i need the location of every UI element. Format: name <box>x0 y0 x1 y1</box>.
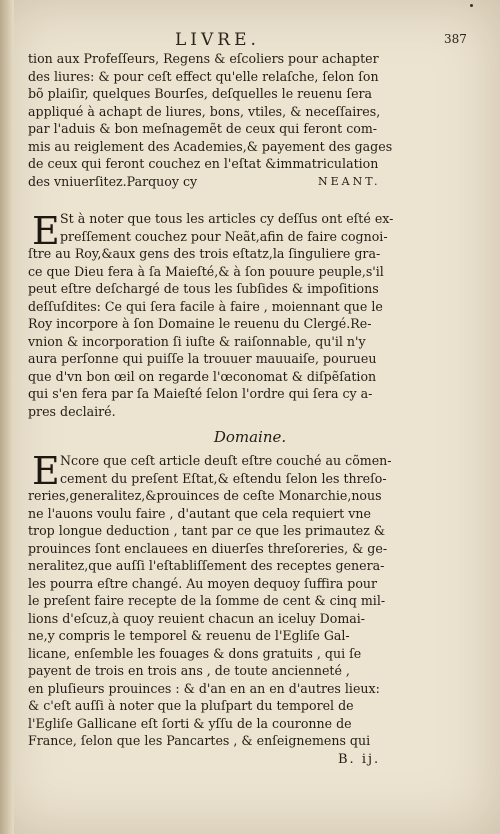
text-line: qui s'en fera par ſa Maieſté ſelon l'ordre qui ſera cy a- <box>28 386 373 401</box>
text-line: des vniuerſitez.Parquoy cy <box>28 173 198 189</box>
paper-speck <box>470 4 473 7</box>
drop-initial: E <box>32 449 60 493</box>
text-line: reries,generalitez,&prouinces de ceſte Monarchie,nous <box>28 488 382 503</box>
text-line: lions d'eſcuz,à quoy reuient chacun an iceluy Domai- <box>28 610 366 626</box>
text-line: pres declairé. <box>28 403 116 419</box>
paragraph-2-body <box>28 245 474 420</box>
paragraph-3-body <box>28 487 474 750</box>
text-line: Ncore que ceſt article deuſt eſtre couché au cõmen- <box>60 453 392 468</box>
text-line: bõ plaiſir, quelques Bourſes, deſquelles le reuenu ſera <box>28 86 373 101</box>
running-head-title: LIVRE. <box>175 30 260 50</box>
page-gutter-shadow <box>0 0 14 834</box>
text-line: ce que Dieu fera à ſa Maieſté,& à ſon pouure peuple,s'il <box>28 263 384 279</box>
text-line: preſſement couchez pour Neãt,afin de faire cognoi- <box>60 228 388 244</box>
text-line: Roy incorpore à ſon Domaine le reuenu du Clergé.Re- <box>28 316 372 331</box>
drop-initial: E <box>32 209 60 253</box>
text-line: neralitez,que auſſi l'eſtabliſſement des receptes genera- <box>28 558 385 573</box>
text-line-last <box>28 173 474 191</box>
text-line: prouinces ſont enclauees en diuerſes threſoreries, & ge- <box>28 540 388 556</box>
running-head <box>0 30 500 52</box>
paragraph-1 <box>28 50 474 190</box>
text-line: cement du preſent Eſtat,& eſtendu ſelon les threſo- <box>60 470 387 486</box>
neant-marker: NEANT. <box>318 174 381 188</box>
text-line: en pluſieurs prouinces : & d'an en an en d'autres lieux: <box>28 680 380 696</box>
text-line: par l'aduis & bon meſnagemẽt de ceux qui feront com- <box>28 121 378 136</box>
section-heading: Domaine. <box>213 428 287 446</box>
text-line: ne,y compris le temporel & reuenu de l'Egliſe Gal- <box>28 628 350 643</box>
page-number: 387 <box>444 32 467 46</box>
text-line: le preſent faire recepte de la ſomme de cent & cinq mil- <box>28 593 386 608</box>
text-line: que d'vn bon œil on regarde l'œconomat & diſpẽſation <box>28 368 377 384</box>
paragraph-2 <box>60 210 474 245</box>
text-line: mis au reiglement des Academies,& payement des gages <box>28 138 393 154</box>
text-line: appliqué à achapt de liures, bons, vtiles, & neceſſaires, <box>28 103 381 119</box>
text-line: de ceux qui feront couchez en l'eſtat &immatriculation <box>28 156 379 171</box>
text-line: licane, enſemble les fouages & dons gratuits , qui ſe <box>28 645 362 661</box>
text-line: aura perſonne qui puiſſe la trouuer mauuaiſe, pourueu <box>28 351 377 366</box>
text-line: l'Egliſe Gallicane eſt ſorti & yſſu de la couronne de <box>28 715 352 731</box>
signature-mark: B. ij. <box>338 752 381 767</box>
text-line: ne l'auons voulu faire , d'autant que cela requiert vne <box>28 505 371 521</box>
text-line: trop longue deduction , tant par ce que les primautez & <box>28 523 386 538</box>
text-line: vnion & incorporation ſi iuſte & raiſonnable, qu'il n'y <box>28 333 366 349</box>
text-line: ſtre au Roy,&aux gens des trois eſtatz,la ſinguliere gra- <box>28 246 381 261</box>
text-line: deſſuſdites: Ce qui ſera facile à faire , moiennant que le <box>28 298 383 314</box>
text-line: tion aux Profeſſeurs, Regens & eſcoliers pour achapter <box>28 51 379 66</box>
text-line: des liures: & pour ceſt effect qu'elle relaſche, ſelon ſon <box>28 68 379 84</box>
paragraph-3 <box>60 452 474 487</box>
text-line: & c'eſt auſſi à noter que la pluſpart du temporel de <box>28 698 354 713</box>
text-line: St à noter que tous les articles cy deſſus ont eſté ex- <box>60 211 394 226</box>
text-line: payent de trois en trois ans , de toute ancienneté , <box>28 663 350 678</box>
text-line: peut eſtre deſchargé de tous les ſubſides & impoſitions <box>28 281 379 296</box>
text-line: France, ſelon que les Pancartes , & enſeignemens qui <box>28 733 371 748</box>
text-line: les pourra eſtre changé. Au moyen dequoy ſuffira pour <box>28 575 378 591</box>
